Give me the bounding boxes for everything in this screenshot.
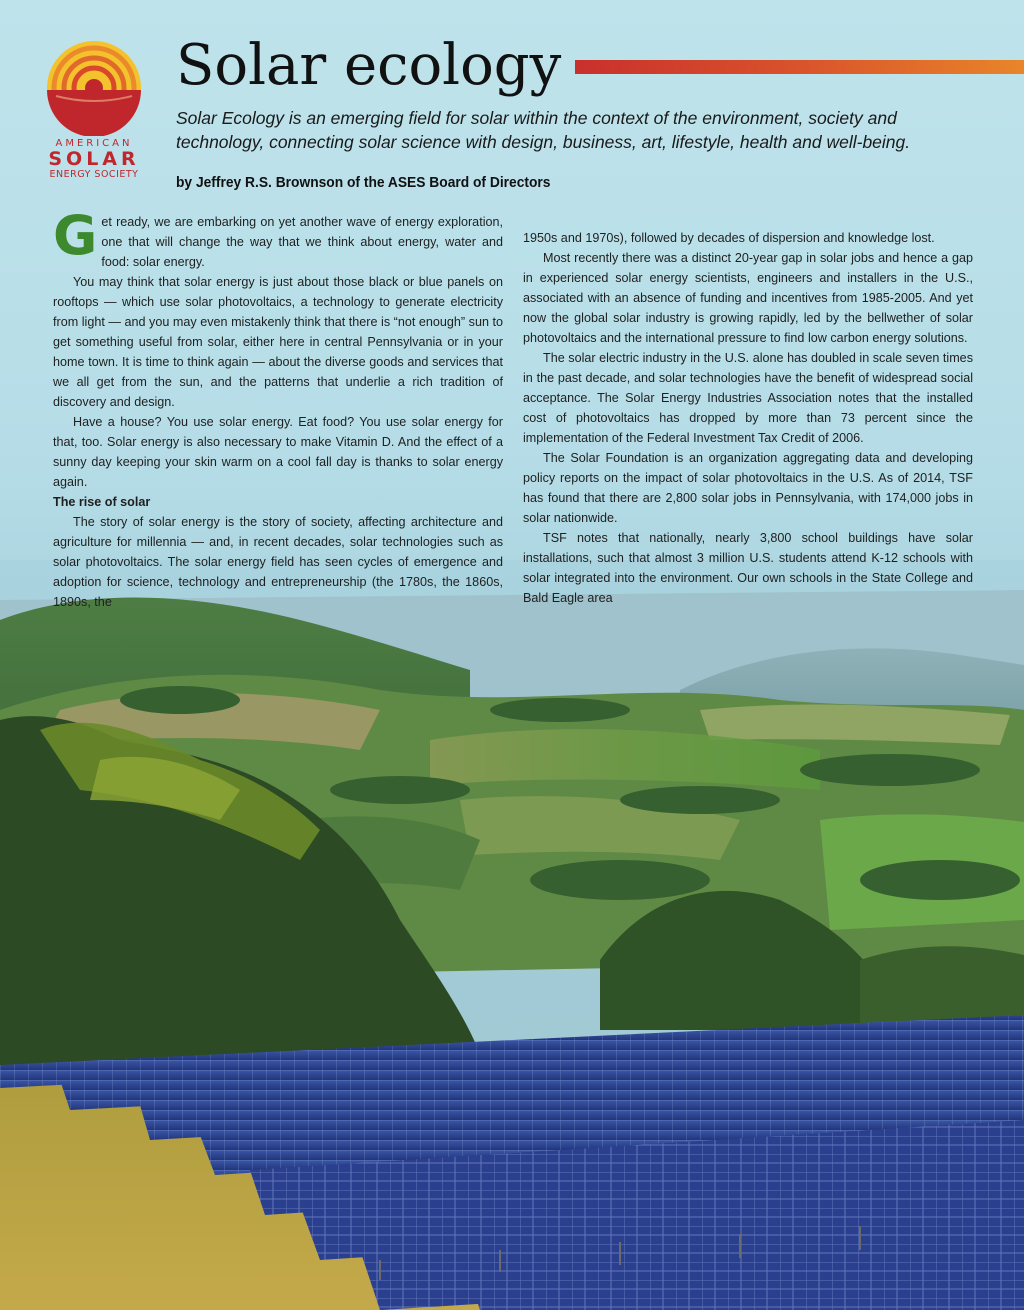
logo-line-solar: SOLAR bbox=[48, 148, 140, 170]
paragraph: The solar electric industry in the U.S. alone has doubled in scale seven times in the past decade, and solar technologies have the benefit of widespread social acceptance. The Solar Energy Industries Association notes that the installed cost of photovoltaics has dropped by more than 73 percent since the implementation of the Federal Investment Tax Credit of 2006. bbox=[523, 351, 973, 445]
byline: by Jeffrey R.S. Brownson of the ASES Board of Directors bbox=[176, 174, 551, 191]
ases-logo bbox=[46, 40, 142, 136]
paragraph: The story of solar energy is the story of society, affecting architecture and agriculture for millennia — and, in recent decades, solar technologies such as solar photovoltaics. The solar energy field has seen cycles of emergence and adoption for science, technology and entrepreneurship (the 1780s, the 1860s, 1890s, the bbox=[53, 515, 503, 609]
paragraph: Have a house? You use solar energy. Eat food? You use solar energy for that, too. Solar energy is also necessary to make Vitamin D. And the effect of a sunny day keeping your skin warm on a cool fall day is thanks to solar energy again. bbox=[53, 415, 503, 489]
page-title: Solar ecology bbox=[176, 33, 562, 98]
drop-cap: G bbox=[53, 204, 98, 267]
paragraph: Most recently there was a distinct 20-year gap in solar jobs and hence a gap in experienced solar energy scientists, engineers and installers in the U.S., associated with an absence of funding and incentives from 1985-2005. And yet now the global solar industry is growing rapidly, led by the bellwether of solar photovoltaics and the international pressure to find low carbon energy solutions. bbox=[523, 251, 973, 345]
solar-farm-photo bbox=[0, 560, 1024, 1310]
paragraph: 1950s and 1970s), followed by decades of dispersion and knowledge lost. bbox=[523, 231, 935, 245]
logo-line-american: AMERICAN bbox=[55, 138, 133, 149]
paragraph bbox=[53, 204, 503, 272]
article-column-left bbox=[53, 204, 503, 612]
logo-wordmark bbox=[46, 138, 142, 180]
paragraph: The Solar Foundation is an organization aggregating data and developing policy reports on the impact of solar photovoltaics in the U.S. As of 2014, TSF has found that there are 2,800 solar jobs in Pennsylvania, with 174,000 jobs in solar nationwide. bbox=[523, 451, 973, 525]
paragraph: TSF notes that nationally, nearly 3,800 school buildings have solar installations, such that almost 3 million U.S. students attend K-12 schools with solar integrated into the environment. Our own schools in the State College and Bald Eagle area bbox=[523, 531, 973, 605]
paragraph-text: et ready, we are embarking on yet another wave of energy exploration, one that will change the way that we think about energy, water and food: solar energy. bbox=[101, 215, 503, 269]
section-heading: The rise of solar bbox=[53, 495, 151, 509]
paragraph: You may think that solar energy is just about those black or blue panels on rooftops — which use solar photovoltaics, a technology to generate electricity from light — and you may even mistakenly think that there is “not enough” sun to get something useful from solar, either here in central Pennsylvania or in your home town. It is time to think again — about the diverse goods and services that we all get from the sun, and the patterns that underlie a rich tradition of discovery and design. bbox=[53, 275, 503, 409]
title-rule bbox=[575, 60, 1024, 74]
logo-line-energy-society: ENERGY SOCIETY bbox=[49, 169, 139, 180]
subtitle: Solar Ecology is an emerging field for solar within the context of the environment, society and technology, connecting solar science with design, business, art, lifestyle, health and well-being. bbox=[176, 108, 911, 152]
article-column-right bbox=[523, 228, 973, 608]
